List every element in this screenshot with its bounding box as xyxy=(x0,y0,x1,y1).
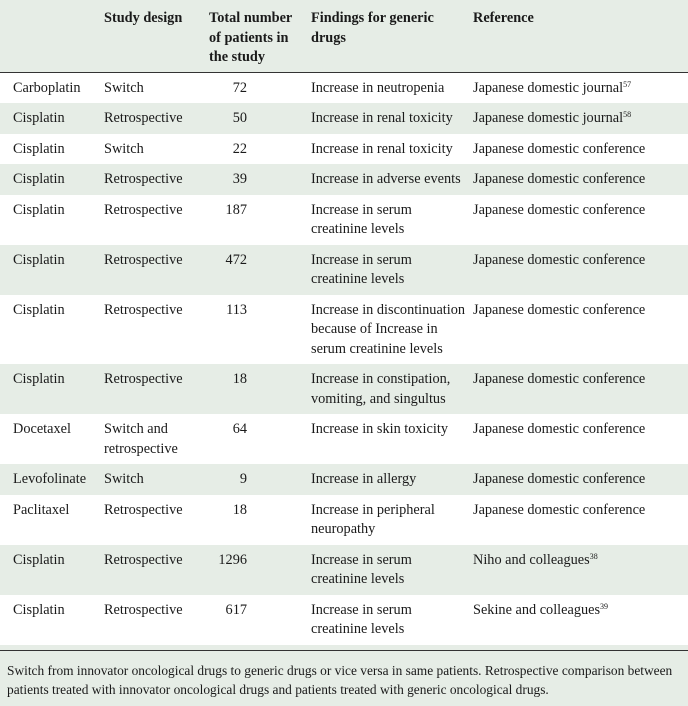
findings-cell: Increase in serum creatinine levels xyxy=(311,251,412,287)
reference-cell xyxy=(468,464,688,495)
header-reference: Reference xyxy=(473,10,534,26)
header-total-patients: Total number of patients in the study xyxy=(209,10,293,65)
reference-cell xyxy=(468,134,688,165)
study-design-cell: Retrospective xyxy=(104,301,183,318)
reference-text: Japanese domestic conference xyxy=(473,471,646,487)
reference-cell xyxy=(468,103,688,134)
reference-text: Japanese domestic conference xyxy=(473,301,646,318)
reference-cell xyxy=(468,72,688,103)
patients-cell: 18 xyxy=(232,371,247,387)
drug-cell: Cisplatin xyxy=(13,110,65,126)
study-design-cell: Retrospective xyxy=(104,201,183,218)
drug-cell: Cisplatin xyxy=(13,171,65,187)
header-findings: Findings for generic drugs xyxy=(311,10,434,46)
reference-cell xyxy=(468,414,688,464)
drug-cell: Cisplatin xyxy=(13,371,65,387)
study-design-cell: Switch xyxy=(104,140,144,157)
findings-cell: Increase in renal toxicity xyxy=(311,140,453,157)
patients-cell: 64 xyxy=(232,421,247,437)
drug-cell: Cisplatin xyxy=(13,201,65,218)
table-row xyxy=(0,295,688,365)
reference-text: Japanese domestic journal xyxy=(473,79,624,96)
reference-text: Niho and colleagues xyxy=(473,551,590,568)
patients-cell: 50 xyxy=(232,110,247,126)
study-design-cell: Retrospective xyxy=(104,171,183,187)
reference-citation: 58 xyxy=(623,110,632,119)
reference-text: Japanese domestic conference xyxy=(473,251,646,268)
drug-cell: Levofolinate xyxy=(13,471,87,487)
reference-text: Japanese domestic conference xyxy=(473,201,646,218)
table-row xyxy=(0,414,688,464)
reference-citation: 39 xyxy=(600,601,609,611)
patients-cell: 18 xyxy=(232,501,247,518)
reference-cell xyxy=(468,595,688,645)
drug-cell: Carboplatin xyxy=(13,79,81,96)
study-design-cell: Switch and retrospective xyxy=(104,421,178,457)
patients-cell: 9 xyxy=(239,471,247,487)
study-design-cell: Retrospective xyxy=(104,371,183,387)
patients-cell: 22 xyxy=(232,140,247,157)
findings-cell: Increase in allergy xyxy=(311,471,417,487)
table-row xyxy=(0,72,688,103)
study-design-cell: Retrospective xyxy=(104,251,183,268)
findings-cell: Increase in serum creatinine levels xyxy=(311,551,412,587)
reference-citation: 38 xyxy=(589,551,598,561)
patients-cell: 472 xyxy=(225,251,247,268)
table-row xyxy=(0,103,688,134)
findings-cell: Increase in serum creatinine levels xyxy=(311,201,412,237)
findings-cell: Increase in renal toxicity xyxy=(311,110,453,126)
table-row xyxy=(0,464,688,495)
reference-cell xyxy=(468,164,688,195)
study-design-cell: Retrospective xyxy=(104,501,183,518)
patients-cell: 187 xyxy=(225,201,247,218)
table-row xyxy=(0,195,688,245)
findings-cell: Increase in peripheral neuropathy xyxy=(311,501,435,537)
findings-cell: Increase in skin toxicity xyxy=(311,421,448,437)
reference-cell xyxy=(468,545,688,595)
reference-text: Sekine and colleagues xyxy=(473,601,601,618)
drug-cell: Cisplatin xyxy=(13,551,65,568)
study-design-cell: Retrospective xyxy=(104,110,183,126)
table-row xyxy=(0,134,688,165)
table-row xyxy=(0,164,688,195)
reference-text: Japanese domestic conference xyxy=(473,171,646,187)
drug-cell: Cisplatin xyxy=(13,140,65,157)
table-row xyxy=(0,245,688,295)
findings-cell: Increase in adverse events xyxy=(311,171,461,187)
header-study-design: Study design xyxy=(104,10,183,26)
study-design-cell: Retrospective xyxy=(104,601,183,618)
study-design-cell: Retrospective xyxy=(104,551,183,568)
patients-cell: 113 xyxy=(226,301,247,318)
drug-cell: Paclitaxel xyxy=(13,501,70,518)
reference-text: Japanese domestic conference xyxy=(473,421,646,437)
drug-cell: Cisplatin xyxy=(13,251,65,268)
reference-cell xyxy=(468,295,688,365)
findings-cell: Increase in serum creatinine levels xyxy=(311,601,412,637)
patients-cell: 617 xyxy=(225,601,247,618)
reference-citation: 57 xyxy=(623,79,632,89)
reference-cell xyxy=(468,495,688,545)
study-design-cell: Switch xyxy=(104,79,144,96)
reference-cell xyxy=(468,195,688,245)
header-drug xyxy=(0,0,100,72)
study-design-cell: Switch xyxy=(104,471,144,487)
findings-cell: Increase in constipation, vomiting, and singultus xyxy=(311,371,451,407)
reference-cell xyxy=(468,245,688,295)
reference-cell xyxy=(468,364,688,414)
findings-cell: Increase in discontinuation because of Increase in serum creatinine levels xyxy=(311,301,466,357)
table-row xyxy=(0,495,688,545)
reference-text: Japanese domestic conference xyxy=(473,501,646,518)
drug-cell: Cisplatin xyxy=(13,301,65,318)
drug-cell: Cisplatin xyxy=(13,601,65,618)
reference-text: Japanese domestic conference xyxy=(473,371,646,387)
patients-cell: 72 xyxy=(232,79,247,96)
reference-text: Japanese domestic conference xyxy=(473,140,646,157)
header-row xyxy=(0,0,688,72)
reference-text: Japanese domestic journal xyxy=(473,110,624,126)
table-row xyxy=(0,545,688,595)
table-row xyxy=(0,595,688,645)
findings-cell: Increase in neutropenia xyxy=(311,79,445,96)
table-footnote: Switch from innovator oncological drugs to generic drugs or vice versa in same patients. Retrospective comparison between patients treated with innovator oncological drugs and patients treated with generic oncological drugs. xyxy=(0,650,688,699)
drug-cell: Docetaxel xyxy=(13,421,71,437)
table-row xyxy=(0,364,688,414)
patients-cell: 39 xyxy=(232,171,247,187)
patients-cell: 1296 xyxy=(218,551,247,568)
